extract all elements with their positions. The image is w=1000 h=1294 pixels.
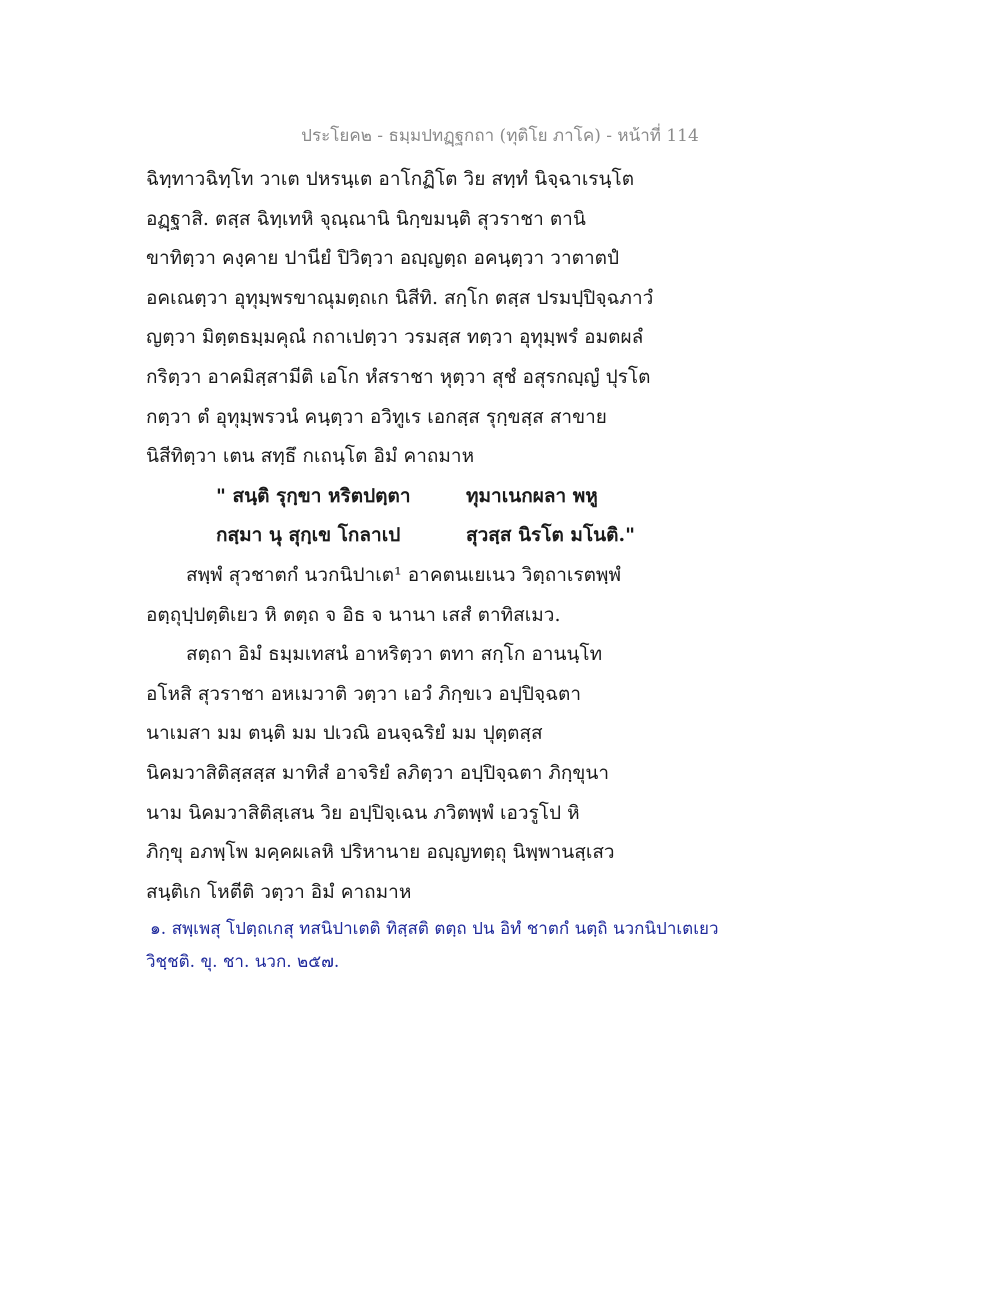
footnote xyxy=(146,913,746,979)
text-line: ขาทิตฺวา คงฺคาย ปานียํ ปิวิตฺวา อญฺญตฺถ อคนฺตฺวา วาตาตปํ xyxy=(146,247,620,270)
verse-first-half: กสฺมา นุ สุกฺเข โกลาเป xyxy=(216,524,401,547)
text-line: นิสีทิตฺวา เตน สทฺธึ กเถนฺโต อิมํ คาถมาห xyxy=(146,445,475,468)
text-line: อฏฺฐาสิ. ตสฺส ฉิทฺเทหิ จุณฺณานิ นิกฺขมนฺติ สุวราชา ตานิ xyxy=(146,207,586,230)
text-line: อโหสิ สุวราชา อหเมวาติ วตฺวา เอวํ ภิกฺขเว อปฺปิจฺฉตา xyxy=(146,682,582,705)
footnote-line: วิชฺชติ. ขุ. ชา. นวก. ๒๕๗. xyxy=(146,952,340,972)
text-line: ภิกฺขุ อภพฺโพ มคฺคผเลหิ ปริหานาย อญฺญทตฺถุ นิพฺพานสฺเสว xyxy=(146,841,615,864)
verse-second-half: ทุมาเนกผลา พหู xyxy=(466,484,598,507)
text-line: นาม นิคมวาสิติสฺเสน วิย อปฺปิจฺเฉน ภวิตพฺพํ เอวรูโป หิ xyxy=(146,801,580,824)
verse-line xyxy=(146,477,706,517)
verse-first-half: " สนฺติ รุกฺขา หริตปตฺตา xyxy=(216,484,411,507)
verse-line xyxy=(146,516,706,556)
paragraph-first-line: สตฺถา อิมํ ธมฺมเทสนํ อาหริตฺวา ตทา สกฺโก อานนฺโท xyxy=(186,643,603,666)
text-line: ฉิทฺทาวฉิทฺโท วาเต ปหรนฺเต อาโกฏิโต วิย สทฺทํ นิจฺฉาเรนฺโต xyxy=(146,168,635,190)
text-line: นาเมสา มม ตนฺติ มม ปเวณิ อนจฺฉริยํ มม ปุตฺตสฺส xyxy=(146,722,543,745)
paragraph-first-line: สพฺพํ สุวชาตกํ นวกนิปาเต¹ อาคตนเยเนว วิตฺถาเรตพฺพํ xyxy=(186,563,621,586)
verse-second-half: สุวสฺส นิรโต มโนติ." xyxy=(466,524,635,547)
main-text xyxy=(146,160,706,912)
footnote-line: ๑. สพฺเพสุ โปตฺถเกสุ ทสนิปาเตติ ทิสฺสติ ตตฺถ ปน อิทํ ชาตกํ นตฺถิ นวกนิปาเตเยว xyxy=(150,919,719,939)
text-line: นิคมวาสิติสฺสสฺส มาทิสํ อาจริยํ ลภิตฺวา อปฺปิจฺฉตา ภิกฺขุนา xyxy=(146,761,610,784)
text-line: สนฺติเก โหตีติ วตฺวา อิมํ คาถมาห xyxy=(146,880,412,903)
text-line: อคเณตฺวา อุทุมฺพรขาณุมตฺถเก นิสีทิ. สกฺโก ตสฺส ปรมปฺปิจฺฉภาวํ xyxy=(146,286,654,309)
text-line: ญตฺวา มิตฺตธมฺมคุณํ กถาเปตฺวา วรมสฺส ทตฺวา อุทุมฺพรํ อมตผลํ xyxy=(146,326,644,349)
text-line: กริตฺวา อาคมิสฺสามีติ เอโก หํสราชา หุตฺวา สุชํ อสุรกญฺญํ ปุรโต xyxy=(146,365,651,388)
page-header: ประโยค๒ - ธมฺมปทฏฺฐกถา (ทุติโย ภาโค) - หน้าที่ 114 xyxy=(301,126,699,146)
text-line: กตฺวา ตํ อุทุมฺพรวนํ คนฺตฺวา อวิทูเร เอกสฺส รุกฺขสฺส สาขาย xyxy=(146,405,607,428)
text-line: อตฺถุปฺปตฺติเยว หิ ตตฺถ จ อิธ จ นานา เสสํ ตาทิสเมว. xyxy=(146,603,561,626)
